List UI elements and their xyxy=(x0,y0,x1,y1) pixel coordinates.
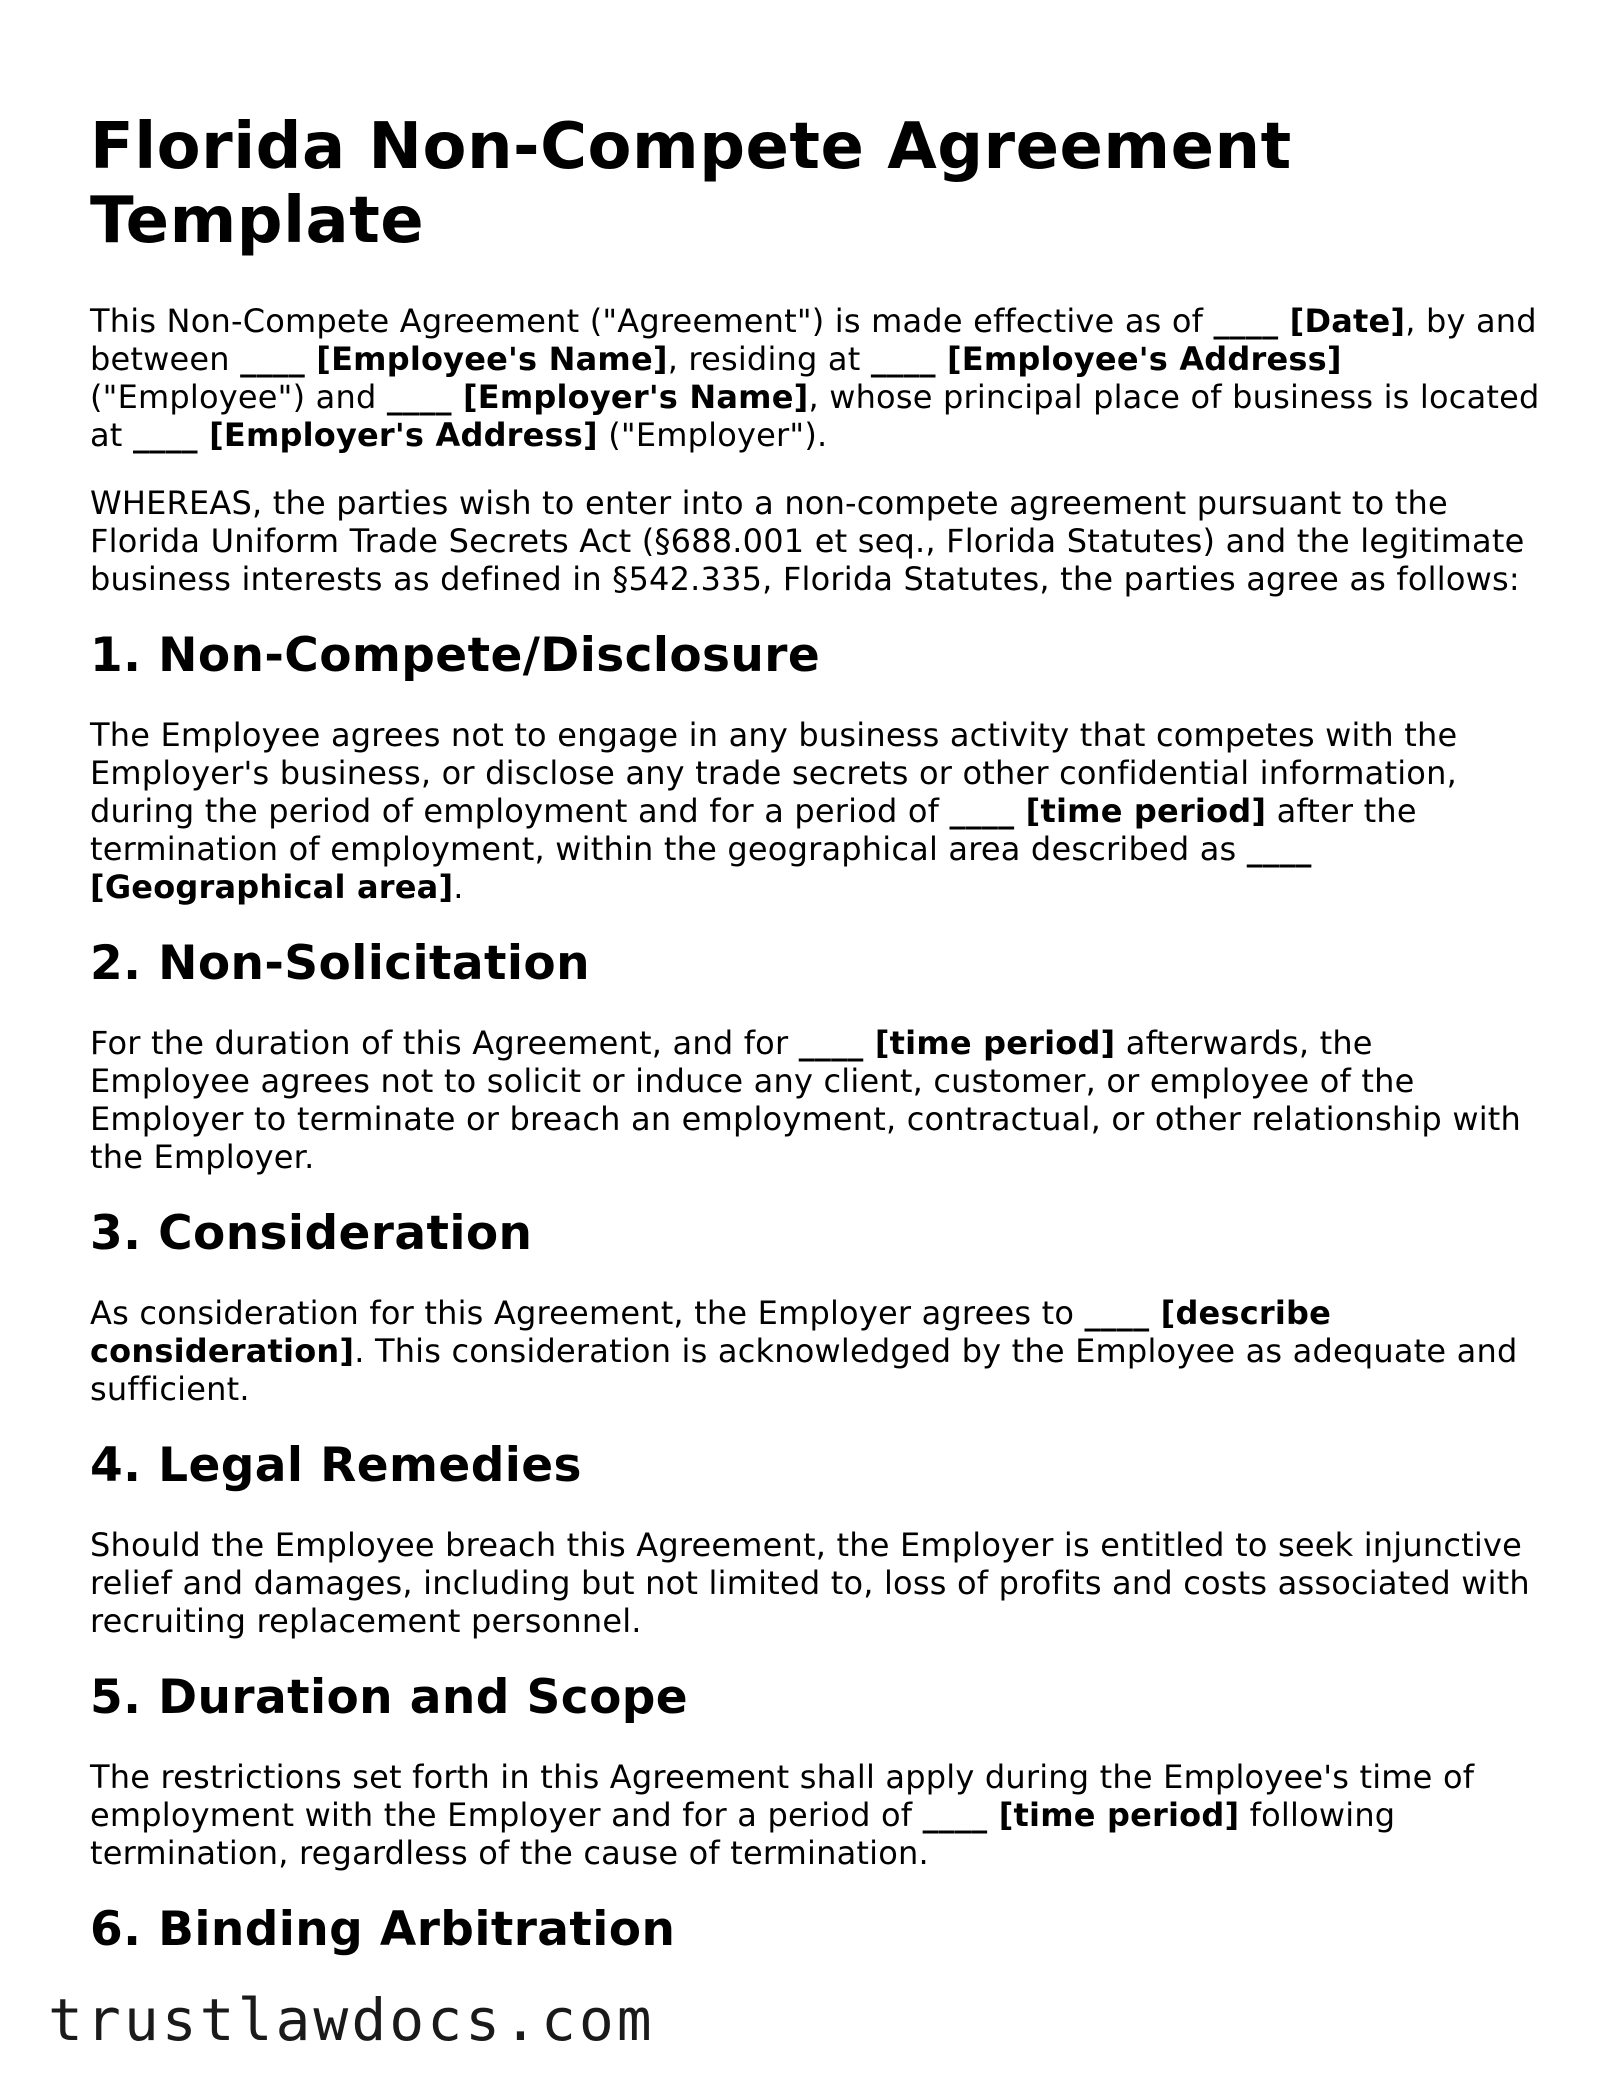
watermark: trustlawdocs.com xyxy=(48,1986,655,2054)
employer-name-placeholder: ____ [Employer's Name] xyxy=(386,378,809,416)
section-paragraph xyxy=(90,716,1540,906)
intro-paragraph xyxy=(90,302,1540,454)
section-text: The Employee agrees not to engage in any business activity that competes with the Employer's business, or disclose any trade secrets or other confidential information, during the period of employment and for a period of xyxy=(90,716,1458,830)
employee-address-placeholder: ____ [Employee's Address] xyxy=(870,340,1342,378)
section-heading: 6. Binding Arbitration xyxy=(90,1902,676,1957)
section-text: As consideration for this Agreement, the Employer agrees to xyxy=(90,1294,1085,1332)
intro-text: This Non-Compete Agreement ("Agreement") is made effective as of xyxy=(90,302,1214,340)
section-text: For the duration of this Agreement, and for xyxy=(90,1024,799,1062)
intro-text: , whose principal place of business is located at xyxy=(90,378,1540,454)
time-period-placeholder: ____ [time period] xyxy=(798,1024,1116,1062)
section-heading: 5. Duration and Scope xyxy=(90,1670,689,1725)
document-page xyxy=(90,110,1540,1990)
section-text: . xyxy=(453,868,464,906)
section-paragraph xyxy=(90,1758,1540,1872)
section-text: Should the Employee breach this Agreement, the Employer is entitled to seek injunctive relief and damages, including but not limited to, loss of profits and costs associated with recruiting replacement personnel. xyxy=(90,1526,1530,1640)
section-heading: 4. Legal Remedies xyxy=(90,1438,582,1493)
geographical-area-placeholder: ____ [Geographical area] xyxy=(90,830,1312,906)
employee-name-placeholder: ____ [Employee's Name] xyxy=(240,340,668,378)
document-title: Florida Non-Compete Agreement Template xyxy=(90,110,1292,258)
section-paragraph xyxy=(90,1294,1540,1408)
section-paragraph xyxy=(90,1526,1540,1640)
section-text: following termination, regardless of the cause of termination. xyxy=(90,1796,1396,1872)
time-period-placeholder: ____ [time period] xyxy=(922,1796,1240,1834)
section-text: . This consideration is acknowledged by the Employee as adequate and sufficient. xyxy=(90,1332,1518,1408)
intro-text: , by and between xyxy=(90,302,1537,378)
time-period-placeholder: ____ [time period] xyxy=(949,792,1267,830)
section-heading: 1. Non-Compete/Disclosure xyxy=(90,628,821,683)
intro-text: ("Employee") and xyxy=(90,378,387,416)
section-heading: 3. Consideration xyxy=(90,1206,533,1261)
consideration-placeholder: ____ [describe consideration] xyxy=(90,1294,1332,1370)
intro-text: , residing at xyxy=(667,340,871,378)
employer-address-placeholder: ____ [Employer's Address] xyxy=(132,416,598,454)
section-paragraph xyxy=(90,1024,1540,1176)
section-text: afterwards, the Employee agrees not to solicit or induce any client, customer, or employee of the Employer to terminate or breach an employment, contractual, or other relationship with the Employer. xyxy=(90,1024,1522,1176)
section-text: after the termination of employment, within the geographical area described as xyxy=(90,792,1417,868)
whereas-paragraph: WHEREAS, the parties wish to enter into a non-compete agreement pursuant to the Florida Uniform Trade Secrets Act (§688.001 et seq., Florida Statutes) and the legitimate business interests as defined in §542.335, Florida Statutes, the parties agree as follows: xyxy=(90,484,1525,598)
intro-text: ("Employer"). xyxy=(597,416,828,454)
section-heading: 2. Non-Solicitation xyxy=(90,936,590,991)
section-text: The restrictions set forth in this Agreement shall apply during the Employee's time of employment with the Employer and for a period of xyxy=(90,1758,1475,1834)
date-placeholder: ____ [Date] xyxy=(1213,302,1406,340)
